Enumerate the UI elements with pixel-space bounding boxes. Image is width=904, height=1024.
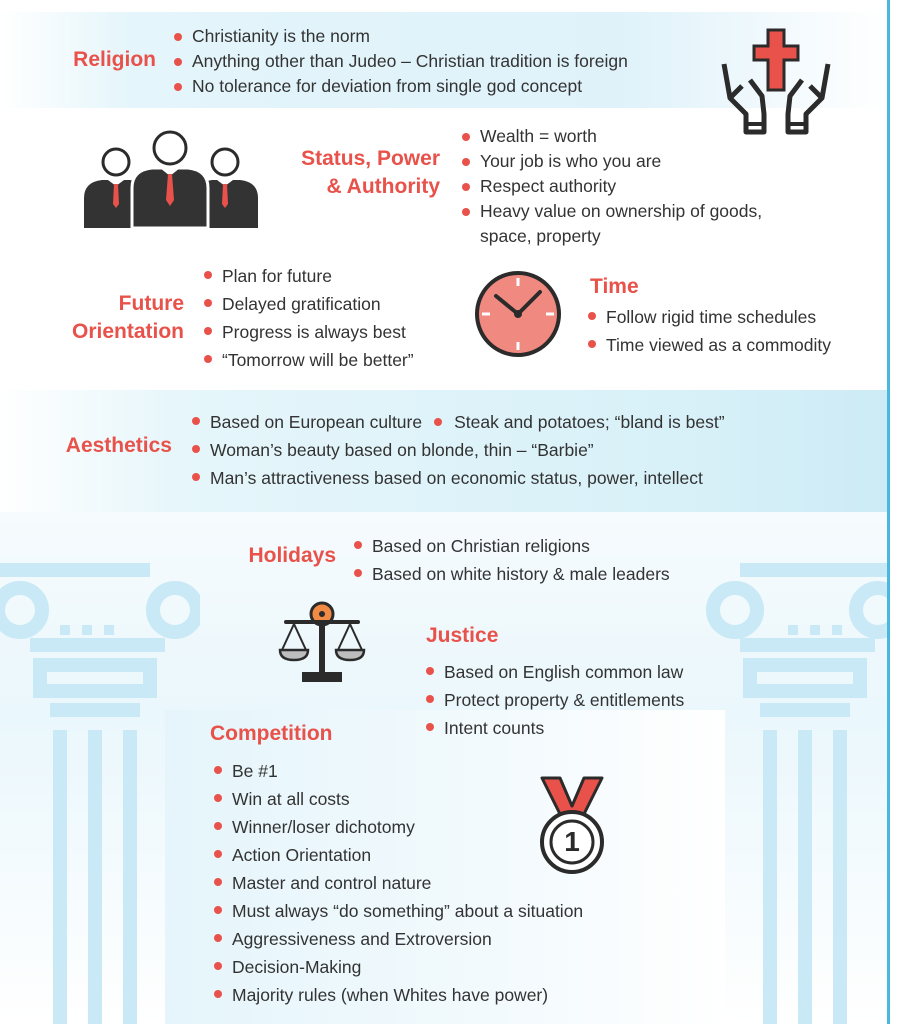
praying-hands-cross-icon [718, 28, 834, 136]
list-item: Anything other than Judeo – Christian tradition is foreign [172, 49, 628, 74]
list-item: Delayed gratification [202, 290, 414, 318]
list-item-text: Based on European culture [210, 412, 423, 432]
list-item: Be #1 [212, 757, 583, 785]
future-list [202, 262, 414, 374]
justice-heading: Justice [426, 624, 499, 647]
list-item: Follow rigid time schedules [586, 303, 831, 331]
list-item: Respect authority [460, 174, 762, 199]
time-heading: Time [590, 275, 639, 298]
religion-heading: Religion [73, 48, 156, 71]
status-list [460, 124, 762, 249]
list-item-continuation: space, property [480, 226, 601, 246]
list-item: Intent counts [424, 714, 684, 742]
aesthetics-heading: Aesthetics [65, 434, 172, 457]
time-list [586, 303, 831, 359]
competition-list [212, 757, 583, 1009]
business-people-icon [80, 130, 262, 230]
list-item: Wealth = worth [460, 124, 762, 149]
list-item: Master and control nature [212, 869, 583, 897]
list-item: Aggressiveness and Extroversion [212, 925, 583, 953]
list-item: Man’s attractiveness based on economic status, power, intellect [190, 464, 725, 492]
right-frame-border [887, 0, 904, 1024]
aesthetics-list [190, 408, 725, 492]
list-item: Time viewed as a commodity [586, 331, 831, 359]
list-item: Plan for future [202, 262, 414, 290]
list-item-text: Steak and potatoes; “bland is best” [454, 412, 725, 432]
scales-of-justice-icon [278, 600, 366, 686]
status-heading-line2: & Authority [326, 175, 440, 198]
list-item: Based on English common law [424, 658, 684, 686]
list-item: Progress is always best [202, 318, 414, 346]
list-item: Winner/loser dichotomy [212, 813, 583, 841]
holidays-list [352, 532, 670, 588]
list-item: Decision-Making [212, 953, 583, 981]
list-item: Christianity is the norm [172, 24, 628, 49]
list-item: Action Orientation [212, 841, 583, 869]
future-heading-line2: Orientation [71, 320, 184, 343]
list-item [190, 408, 725, 436]
inline-bullet [434, 418, 442, 426]
future-heading-line1: Future [118, 292, 184, 315]
list-item: No tolerance for deviation from single god concept [172, 74, 628, 99]
list-item: “Tomorrow will be better” [202, 346, 414, 374]
justice-list [424, 658, 684, 742]
list-item: Woman’s beauty based on blonde, thin – “Barbie” [190, 436, 725, 464]
list-item: Win at all costs [212, 785, 583, 813]
list-item: Based on Christian religions [352, 532, 670, 560]
list-item: Based on white history & male leaders [352, 560, 670, 588]
medal-number: 1 [564, 826, 580, 857]
clock-icon [474, 270, 562, 358]
list-item: Must always “do something” about a situation [212, 897, 583, 925]
status-heading-line1: Status, Power [301, 147, 440, 170]
list-item: Your job is who you are [460, 149, 762, 174]
competition-heading: Competition [210, 722, 333, 745]
list-item: Majority rules (when Whites have power) [212, 981, 583, 1009]
holidays-heading: Holidays [248, 544, 336, 567]
list-item: Protect property & entitlements [424, 686, 684, 714]
religion-list [172, 24, 628, 99]
list-item: Heavy value on ownership of goods, [460, 199, 762, 224]
right-pillar-icon [700, 550, 887, 1024]
